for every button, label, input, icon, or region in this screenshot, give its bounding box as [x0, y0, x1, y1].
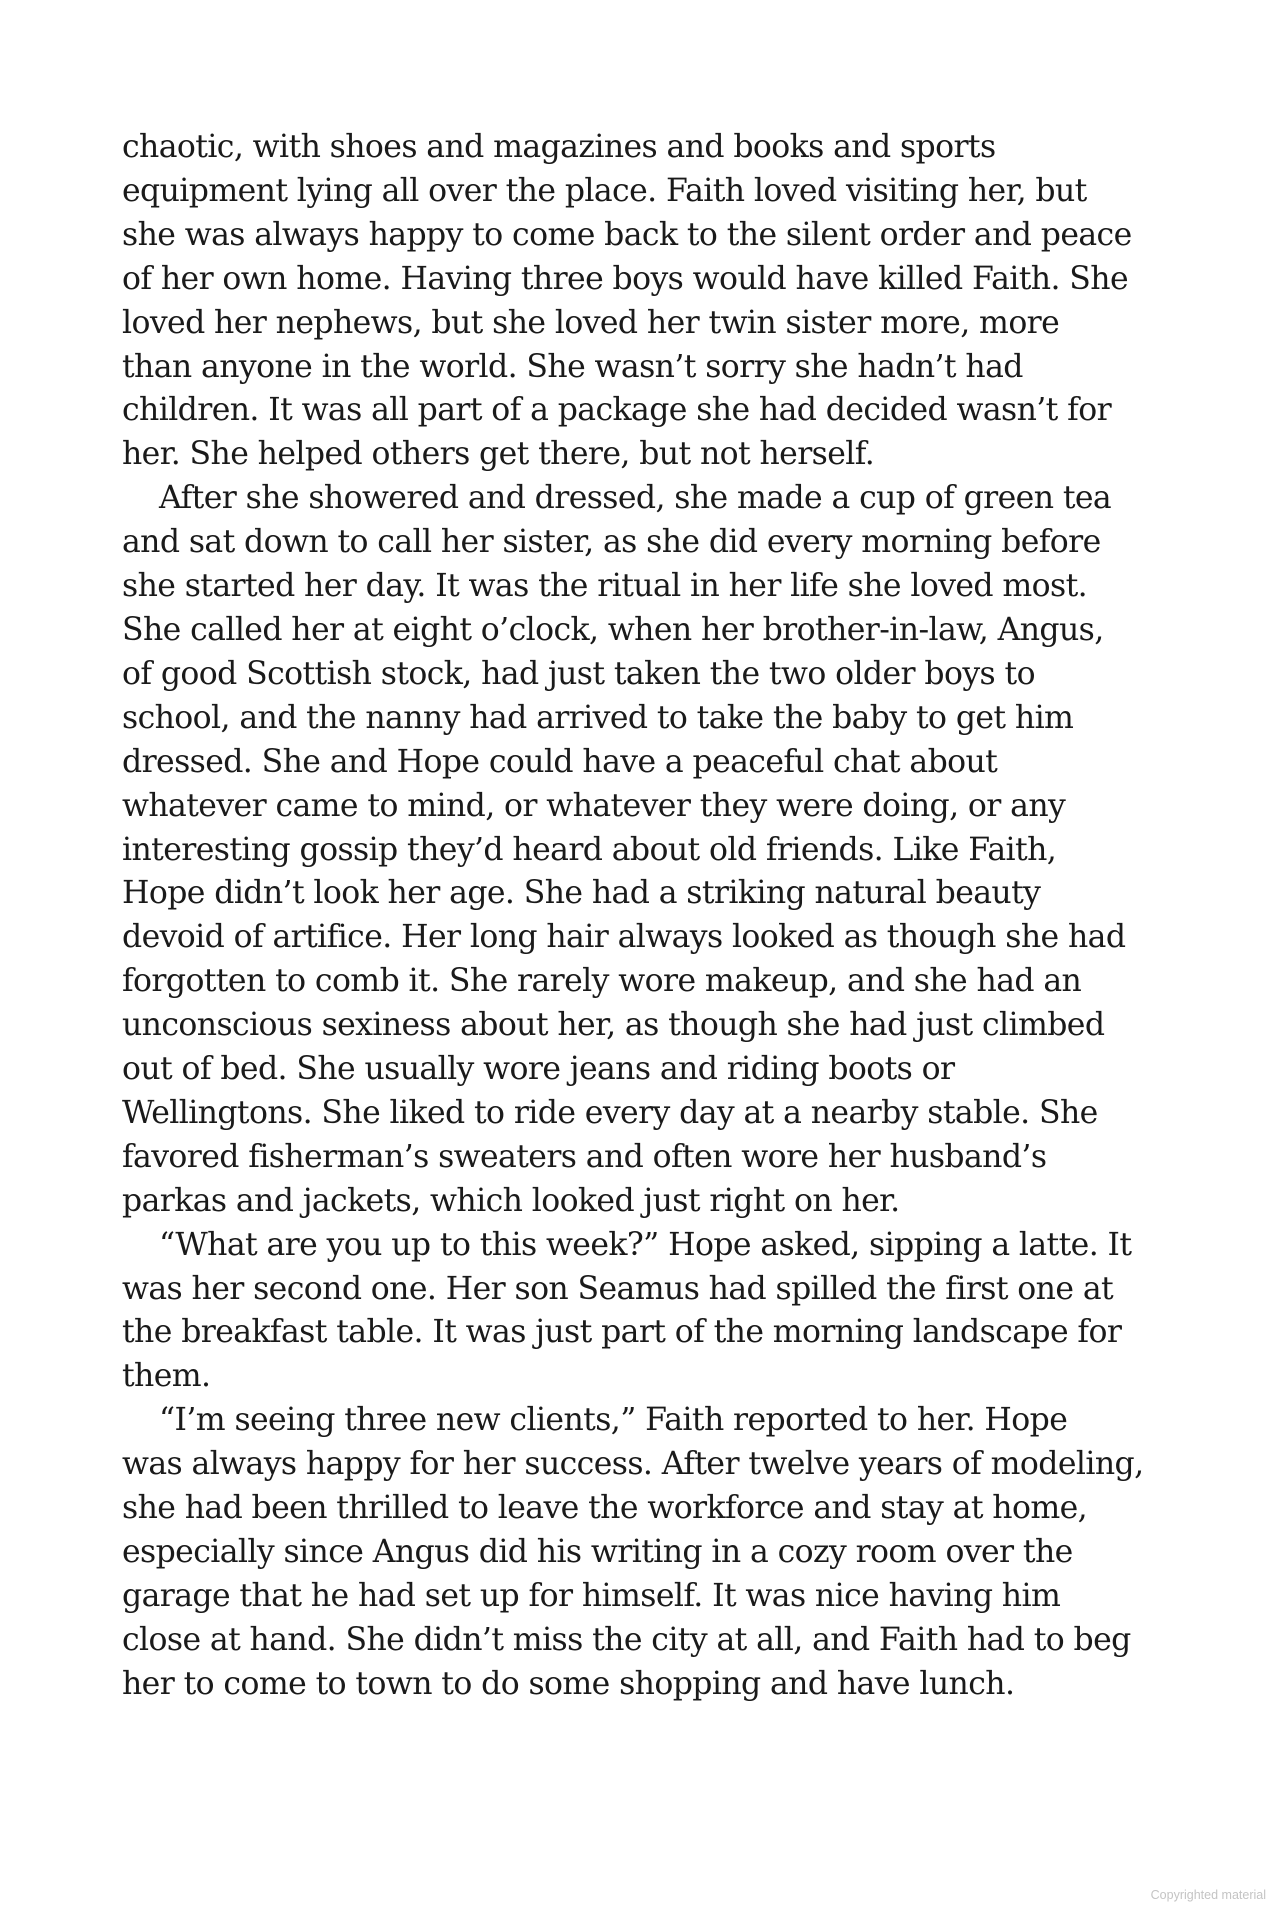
text-line: of good Scottish stock, had just taken the two older boys to — [122, 655, 1035, 692]
text-line: forgotten to comb it. She rarely wore makeup, and she had an — [122, 963, 1082, 1000]
text-line: parkas and jackets, which looked just right on her. — [122, 1182, 900, 1219]
text-line: of her own home. Having three boys would have killed Faith. She — [122, 260, 1129, 297]
text-line: loved her nephews, but she loved her twin sister more, more — [122, 304, 1060, 341]
text-line: Hope didn’t look her age. She had a striking natural beauty — [122, 875, 1041, 912]
text-line: she had been thrilled to leave the workforce and stay at home, — [122, 1490, 1088, 1527]
paragraph — [122, 1224, 1172, 1400]
text-line: whatever came to mind, or whatever they were doing, or any — [122, 787, 1066, 824]
text-line: she was always happy to come back to the silent order and peace — [122, 216, 1132, 253]
text-line: than anyone in the world. She wasn’t sorry she hadn’t had — [122, 348, 1023, 385]
text-line: school, and the nanny had arrived to take the baby to get him — [122, 699, 1074, 736]
paragraph — [122, 477, 1172, 1223]
text-line: devoid of artifice. Her long hair always looked as though she had — [122, 919, 1126, 956]
text-line: was always happy for her success. After twelve years of modeling, — [122, 1446, 1144, 1483]
text-line: her. She helped others get there, but not herself. — [122, 436, 875, 473]
text-line: garage that he had set up for himself. It was nice having him — [122, 1577, 1061, 1614]
text-line: she started her day. It was the ritual in her life she loved most. — [122, 568, 1088, 605]
text-line: She called her at eight o’clock, when her brother-in-law, Angus, — [122, 611, 1104, 648]
text-line: and sat down to call her sister, as she did every morning before — [122, 524, 1101, 561]
paragraph — [122, 1399, 1172, 1706]
text-line: After she showered and dressed, she made a cup of green tea — [159, 480, 1112, 517]
text-line: “I’m seeing three new clients,” Faith reported to her. Hope — [159, 1402, 1068, 1439]
body-text — [122, 126, 1172, 1707]
text-line: the breakfast table. It was just part of the morning landscape for — [122, 1314, 1122, 1351]
text-line: them. — [122, 1358, 211, 1395]
text-line: Wellingtons. She liked to ride every day at a nearby stable. She — [122, 1094, 1098, 1131]
paragraph — [122, 126, 1172, 477]
text-line: interesting gossip they’d heard about old friends. Like Faith, — [122, 831, 1057, 868]
text-line: “What are you up to this week?” Hope asked, sipping a latte. It — [159, 1226, 1132, 1263]
text-line: her to come to town to do some shopping and have lunch. — [122, 1665, 1015, 1702]
text-line: was her second one. Her son Seamus had spilled the first one at — [122, 1270, 1114, 1307]
copyright-watermark: Copyrighted material — [1150, 1888, 1266, 1902]
text-line: especially since Angus did his writing in a cozy room over the — [122, 1534, 1073, 1570]
text-line: out of bed. She usually wore jeans and riding boots or — [122, 1051, 955, 1088]
text-line: children. It was all part of a package she had decided wasn’t for — [122, 392, 1112, 429]
text-line: dressed. She and Hope could have a peaceful chat about — [122, 743, 998, 780]
text-line: unconscious sexiness about her, as though she had just climbed — [122, 1007, 1105, 1044]
text-line: favored fisherman’s sweaters and often wore her husband’s — [122, 1138, 1047, 1175]
text-line: close at hand. She didn’t miss the city at all, and Faith had to beg — [122, 1621, 1131, 1658]
text-line: chaotic, with shoes and magazines and books and sports — [122, 129, 996, 165]
text-line: equipment lying all over the place. Faith loved visiting her, but — [122, 172, 1087, 209]
